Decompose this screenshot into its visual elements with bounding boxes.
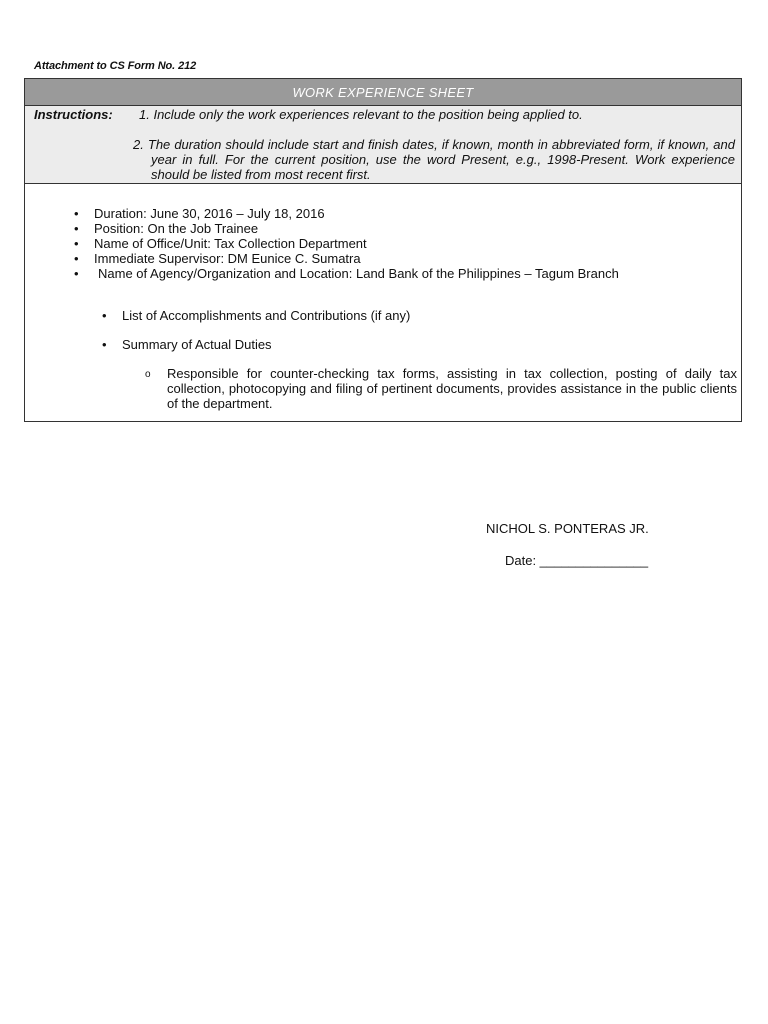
- instruction-2-text: The duration should include start and finish dates, if known, month in abbreviated form, if known, and year in full. For the current position, use the word Present, e.g., 1998-Present. Work experience should be listed from most recent first.: [147, 137, 735, 182]
- attachment-label: Attachment to CS Form No. 212: [34, 60, 197, 72]
- office-item: • Name of Office/Unit: Tax Collection Department: [74, 236, 619, 251]
- instructions-label: Instructions:: [34, 107, 113, 122]
- signatory-name: NICHOL S. PONTERAS JR.: [486, 521, 649, 536]
- supervisor-item: • Immediate Supervisor: DM Eunice C. Sumatra: [74, 251, 619, 266]
- sheet-title: WORK EXPERIENCE SHEET: [25, 79, 741, 106]
- duration-item: • Duration: June 30, 2016 – July 18, 2016: [74, 206, 619, 221]
- instruction-1-number: 1.: [139, 107, 150, 122]
- instruction-2-number: 2.: [133, 137, 144, 152]
- work-experience-sheet: [24, 78, 742, 422]
- instruction-item-1: [139, 107, 583, 122]
- date-line: Date: _______________: [505, 553, 649, 568]
- instruction-item-2: [133, 137, 735, 182]
- position-item: • Position: On the Job Trainee: [74, 221, 619, 236]
- agency-item: • Name of Agency/Organization and Location: Land Bank of the Philippines – Tagum Branch: [74, 266, 619, 281]
- duties-heading: • Summary of Actual Duties: [102, 337, 272, 352]
- accomplishments-heading: • List of Accomplishments and Contributions (if any): [102, 308, 410, 323]
- instruction-1-text: Include only the work experiences relevant to the position being applied to.: [153, 107, 583, 122]
- duty-item: o Responsible for counter-checking tax forms, assisting in tax collection, posting of daily tax collection, photocopying and filing of pertinent documents, provides assistance in the public clients of the department.: [145, 366, 737, 411]
- instructions-section: [25, 106, 741, 184]
- experience-details-list: [74, 206, 619, 281]
